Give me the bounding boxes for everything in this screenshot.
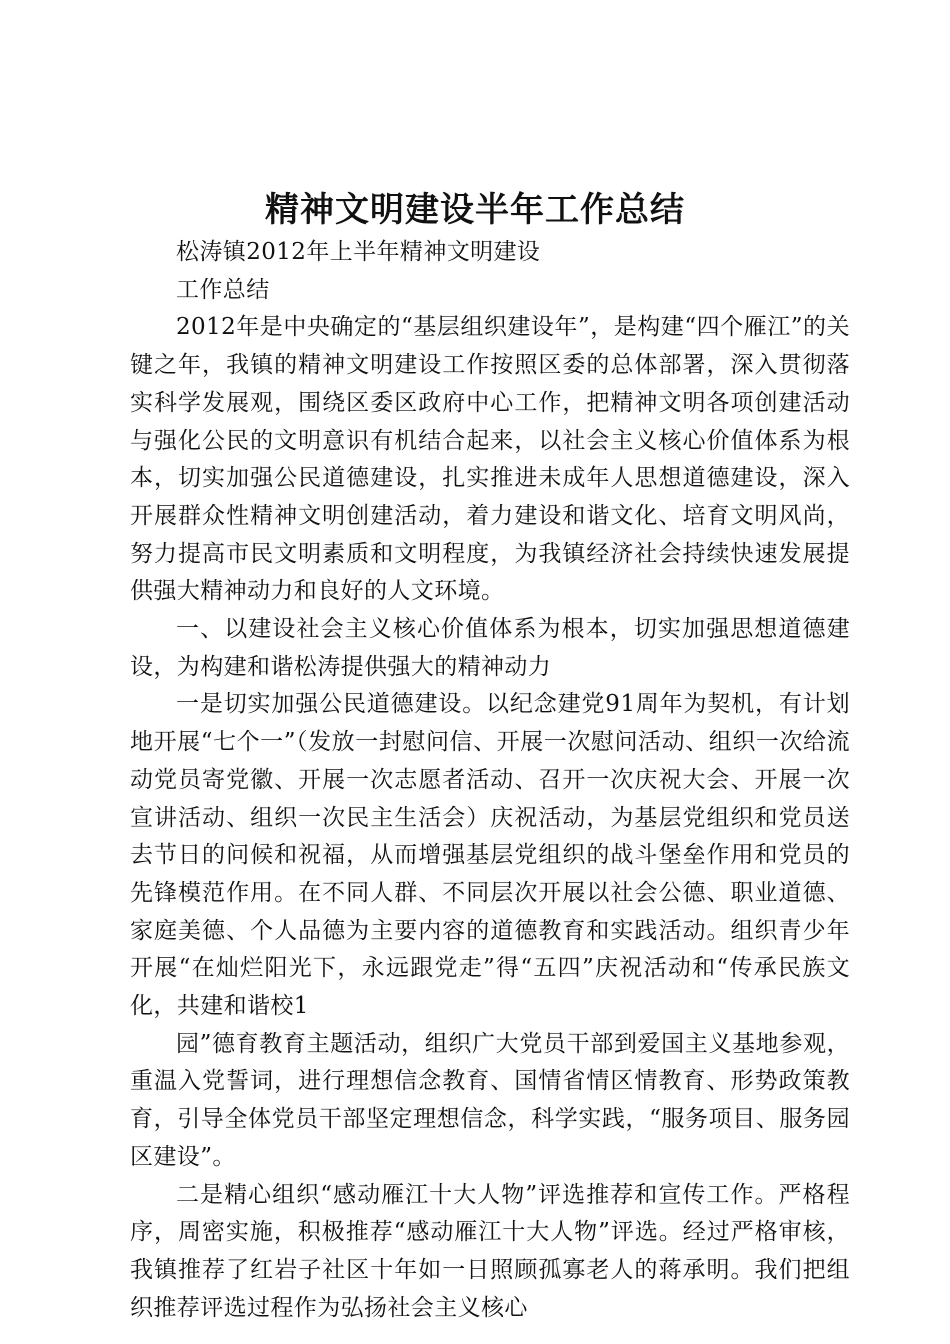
paragraph-point-one: 一是切实加强公民道德建设。以纪念建党91周年为契机，有计划地开展“七个一”（发放一封慰问信、开展一次慰问活动、组织一次给流动党员寄党徽、开展一次志愿者活动、召开一次庆祝大会、开展一次宣讲活动、组织一次民主生活会）庆祝活动，为基层党组织和党员送去节日的问候和祝福，从而增强基层党组织的战斗堡垒作用和党员的先锋模范作用。在不同人群、不同层次开展以社会公德、职业道德、家庭美德、个人品德为主要内容的道德教育和实践活动。组织青少年开展“在灿烂阳光下，永远跟党走”得“五四”庆祝活动和“传承民族文化，共建和谐校1 — [130, 691, 850, 1020]
paragraph-section-heading: 一、以建设社会主义核心价值体系为根本，切实加强思想道德建设，为构建和谐松涛提供强大的精神动力 — [130, 616, 850, 680]
document-title: 精神文明建设半年工作总结 — [265, 190, 685, 230]
paragraph-point-two: 二是精心组织“感动雁江十大人物”评选推荐和宣传工作。严格程序，周密实施，积极推荐“感动雁江十大人物”评选。经过严格审核，我镇推荐了红岩子社区十年如一日照顾孤寡老人的蒋承明。我们把组织推荐评选过程作为弘扬社会主义核心 — [130, 1181, 850, 1321]
paragraph-point-one-continued: 园”德育教育主题活动，组织广大党员干部到爱国主义基地参观，重温入党誓词，进行理想信念教育、国情省情区情教育、形势政策教育，引导全体党员干部坚定理想信念，科学实践，“服务项目、服务园区建设”。 — [130, 1030, 850, 1170]
document-body — [130, 234, 850, 1327]
paragraph-intro: 2012年是中央确定的“基层组织建设年”，是构建“四个雁江”的关键之年，我镇的精神文明建设工作按照区委的总体部署，深入贯彻落实科学发展观，围绕区委区政府中心工作，把精神文明各项创建活动与强化公民的文明意识有机结合起来，以社会主义核心价值体系为根本，切实加强公民道德建设，扎实推进未成年人思想道德建设，深入开展群众性精神文明创建活动，着力建设和谐文化、培育文明风尚，努力提高市民文明素质和文明程度，为我镇经济社会持续快速发展提供强大精神动力和良好的人文环境。 — [130, 314, 850, 605]
subtitle-line-1: 松涛镇2012年上半年精神文明建设 — [176, 239, 541, 265]
subtitle-line-2: 工作总结 — [176, 276, 270, 303]
